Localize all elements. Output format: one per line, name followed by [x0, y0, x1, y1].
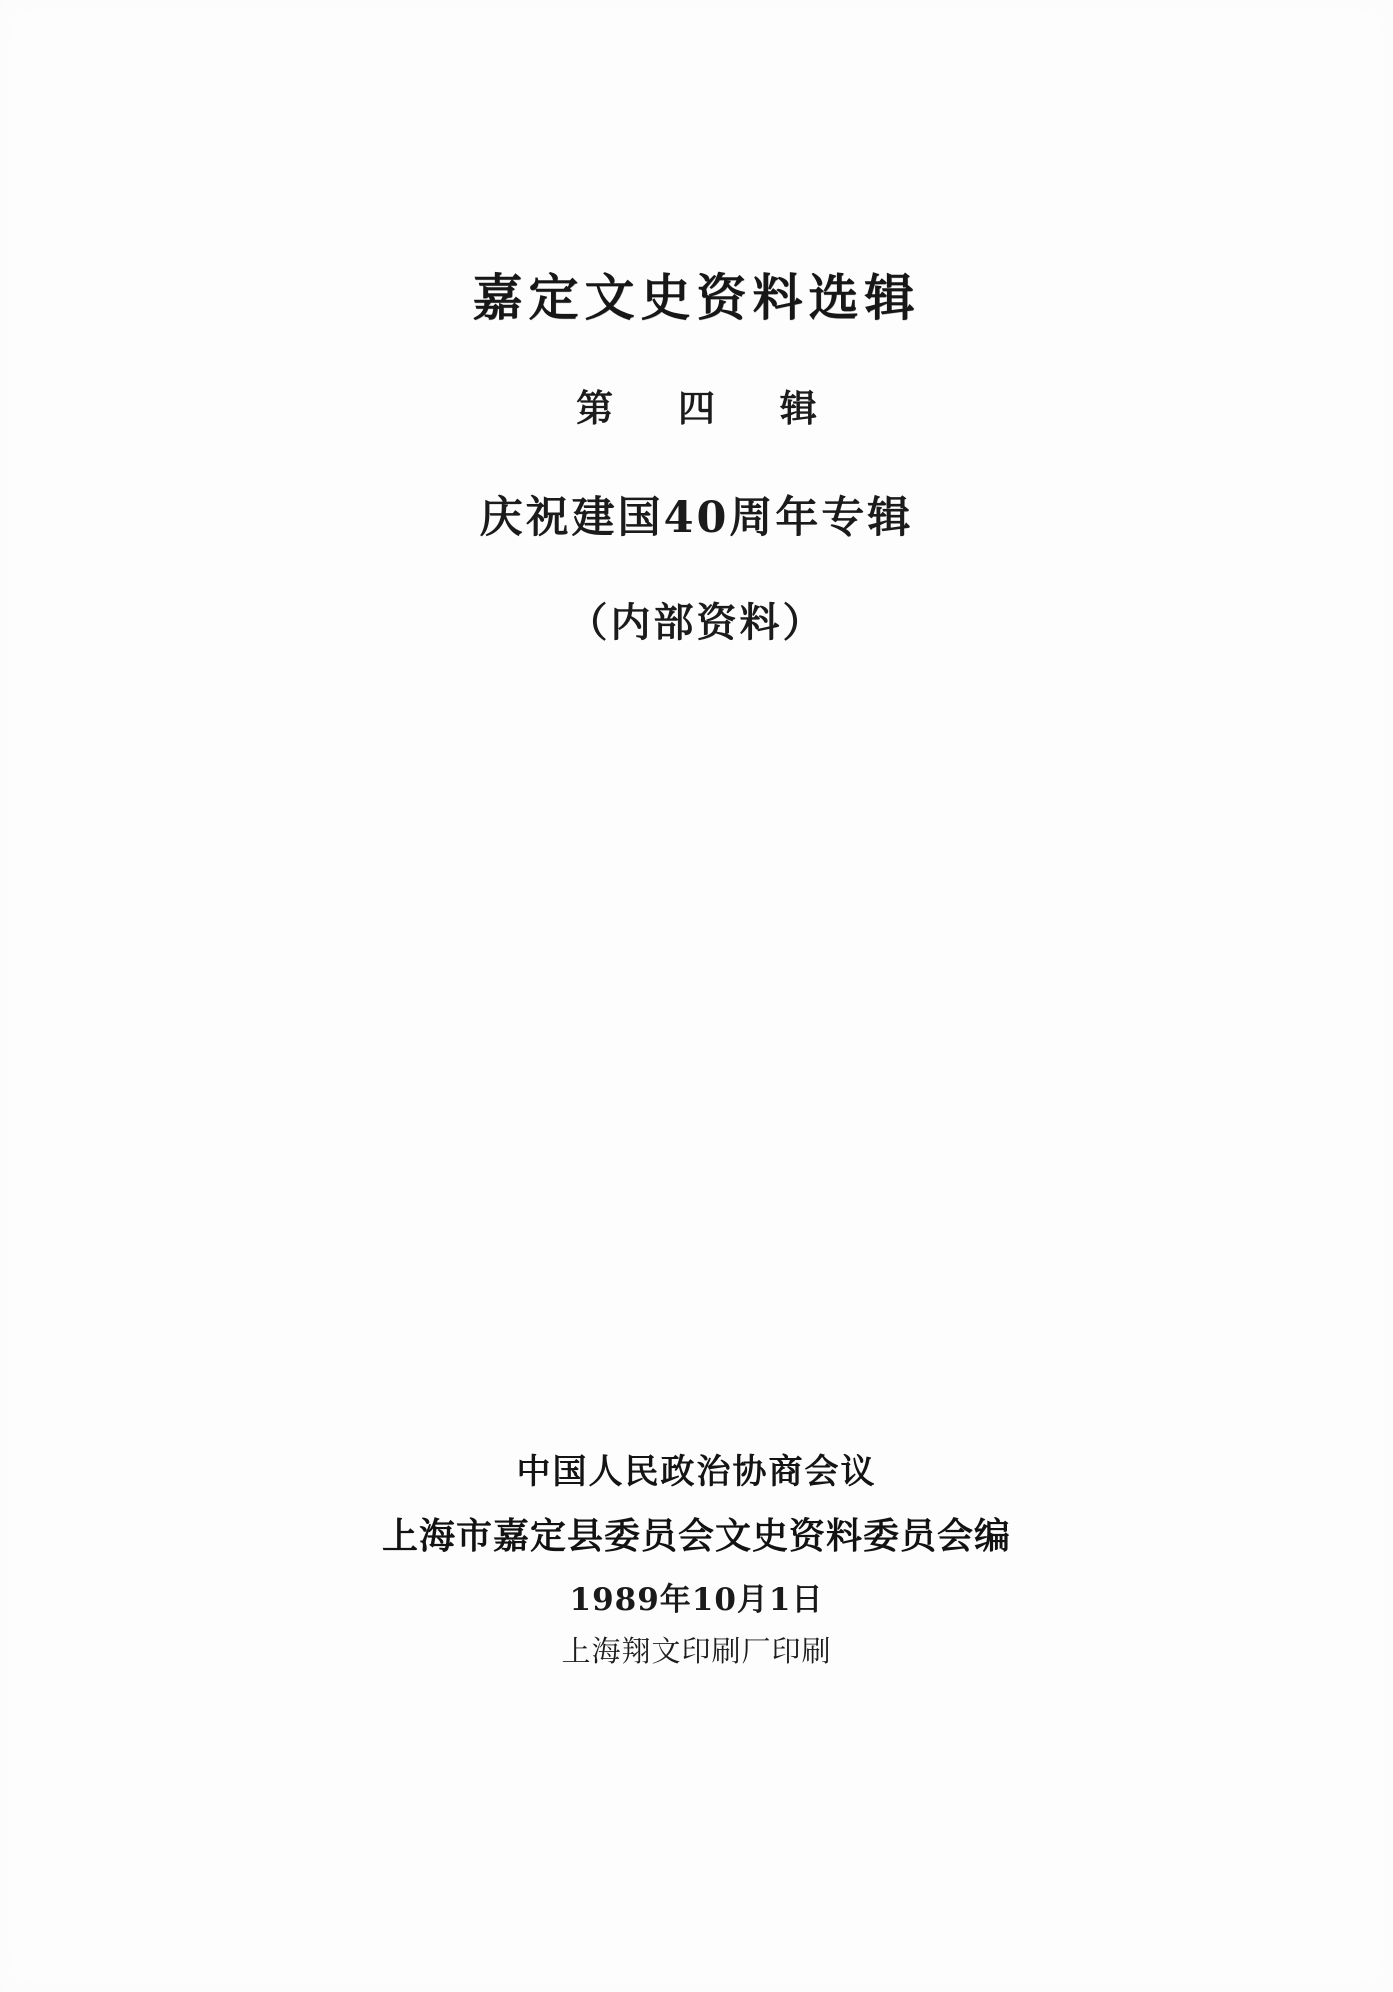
printer-name: 上海翔文印刷厂印刷: [561, 1633, 832, 1668]
document-title: 嘉定文史资料选辑: [472, 268, 921, 327]
subject-label: 庆祝建国40周年专辑: [479, 493, 914, 543]
publisher-committee: 上海市嘉定县委员会文史资料委员会编: [381, 1515, 1011, 1558]
imprint-block: [0, 1448, 1393, 1670]
internal-material-note: （内部资料）: [567, 599, 826, 646]
publication-date: 1989年10月1日: [569, 1581, 824, 1618]
title-block: [0, 268, 1393, 648]
publisher-organization: 中国人民政治协商会议: [516, 1452, 877, 1492]
volume-label: 第 四 辑: [576, 386, 843, 430]
